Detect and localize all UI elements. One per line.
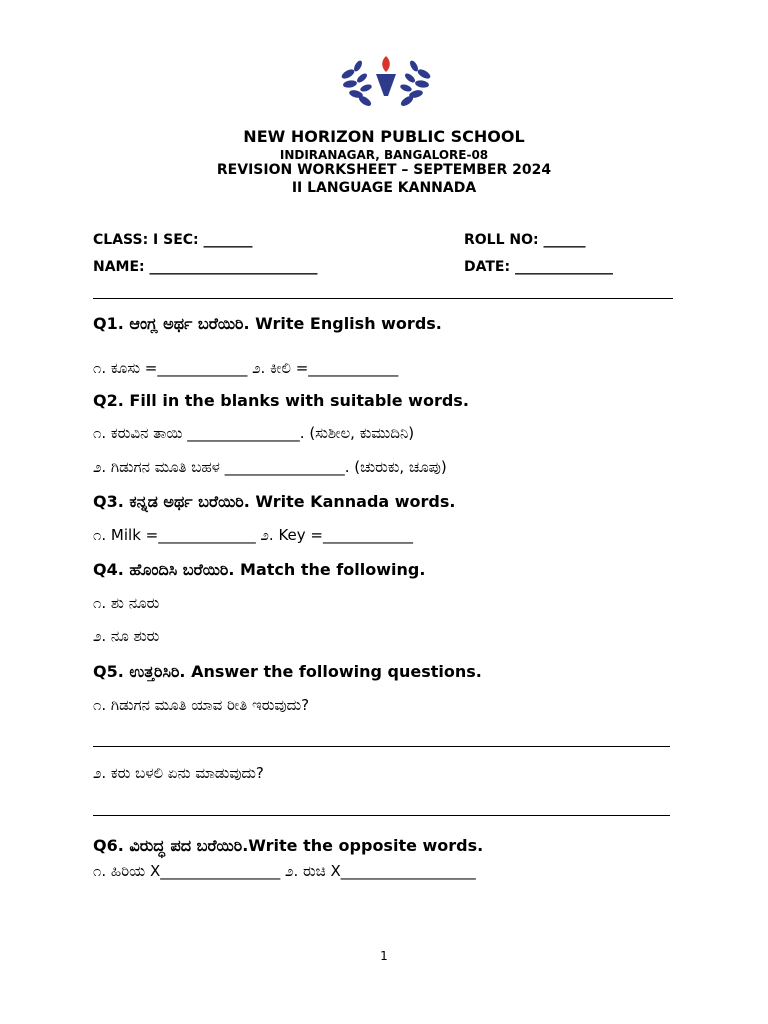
q6-title: Q6. ವಿರುದ್ಧ ಪದ ಬರೆಯಿರಿ.Write the opposite words. [93, 836, 484, 855]
school-logo-icon [336, 52, 436, 110]
q2-title: Q2. Fill in the blanks with suitable words. [93, 391, 469, 410]
name-field: NAME: ________________________ [93, 259, 318, 275]
q5-line-2: ೨. ಕರು ಬಳಲಿ ಏನು ಮಾಡುವುದು? [93, 764, 264, 782]
q4-line-1: ೧. ಶು ನೂರು [93, 594, 160, 612]
subject-title: II LANGUAGE KANNADA [291, 180, 477, 196]
q1-line-1: ೧. ಕೂಸು =____________ ೨. ಕೀಲಿ =____________ [93, 359, 399, 377]
q6-line-1: ೧. ಹಿರಿಯ X________________ ೨. ರುಚಿ X__________________ [93, 862, 476, 880]
class-sec-field: CLASS: I SEC: _______ [93, 232, 253, 248]
q3-title: Q3. ಕನ್ನಡ ಅರ್ಥ ಬರೆಯಿರಿ. Write Kannada words. [93, 492, 456, 511]
q4-title: Q4. ಹೊಂದಿಸಿ ಬರೆಯಿರಿ. Match the following. [93, 560, 426, 579]
q2-line-2: ೨. ಗಿಡುಗನ ಮೂತಿ ಬಹಳ ________________. (ಚುರುಕು, ಚೂಪು) [93, 458, 447, 476]
q3-line-1: ೧. Milk =_____________ ೨. Key =____________ [93, 526, 413, 544]
date-field: DATE: ______________ [464, 259, 613, 275]
header-divider [93, 298, 673, 299]
roll-no-field: ROLL NO: ______ [464, 232, 586, 248]
q5-title: Q5. ಉತ್ತರಿಸಿರಿ. Answer the following questions. [93, 662, 482, 681]
q5-answer-line-2 [93, 815, 670, 816]
worksheet-title: REVISION WORKSHEET – SEPTEMBER 2024 [216, 162, 552, 178]
q5-line-1: ೧. ಗಿಡುಗನ ಮೂತಿ ಯಾವ ರೀತಿ ಇರುವುದು? [93, 696, 310, 714]
q1-title: Q1. ಆಂಗ್ಲ ಅರ್ಥ ಬರೆಯಿರಿ. Write English words. [93, 314, 442, 333]
q5-answer-line-1 [93, 746, 670, 747]
q2-line-1: ೧. ಕರುವಿನ ತಾಯಿ _______________. (ಸುಶೀಲ, ಕುಮುದಿನಿ) [93, 424, 415, 442]
school-name: NEW HORIZON PUBLIC SCHOOL [243, 127, 525, 146]
school-address: INDIRANAGAR, BANGALORE-08 [279, 148, 489, 162]
q4-line-2: ೨. ನೂ ಶುರು [93, 627, 160, 645]
page-number: 1 [380, 949, 388, 963]
